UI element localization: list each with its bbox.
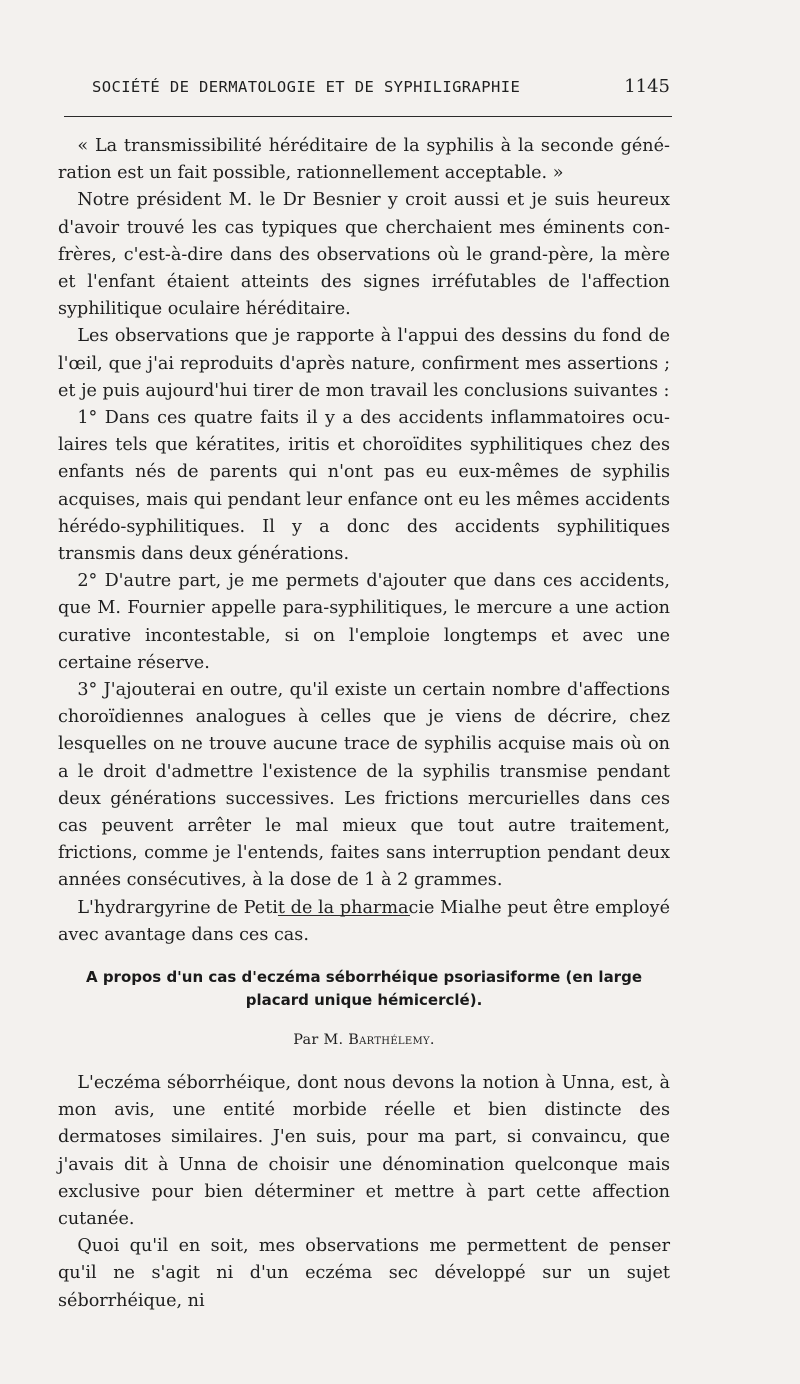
paragraph: Notre président M. le Dr Besnier y croit aussi et je suis heureux d'avoir trouvé les cas typiques que cherchaient mes éminents confrères, c'est-à-dire dans des observations où le grand-père, la mère et l'enfant étaient atteints des signes irréfutables de l'affection syphilitique oculaire héréditaire. xyxy=(58,190,670,320)
paragraph: 1° Dans ces quatre faits il y a des accidents inflammatoires oculaires tels que kératites, iritis et choroïdites syphilitiques chez des enfants nés de parents qui n'ont pas eu eux-mêmes de syphilis acquises, mais qui pendant leur enfance ont eu les mêmes accidents hérédo-syphilitiques. Il y a donc des accidents syphilitiques transmis dans deux générations. xyxy=(58,408,670,565)
new-article xyxy=(58,966,670,1315)
page-number: 1145 xyxy=(624,76,670,97)
paragraph: « La transmissibilité héréditaire de la syphilis à la seconde génération est un fait possible, rationnellement acceptable. » xyxy=(58,136,670,184)
article-title: A propos d'un cas d'eczéma séborrhéique psoriasiforme (en large placard unique hémicerclé). xyxy=(85,968,642,1009)
section-separator-rule xyxy=(278,915,410,916)
paragraph: 2° D'autre part, je me permets d'ajouter que dans ces accidents, que M. Fournier appelle para-syphilitiques, le mercure a une action curative incontestable, si on l'emploie longtemps et avec une certaine réserve. xyxy=(58,571,670,673)
paragraph: Quoi qu'il en soit, mes observations me permettent de penser qu'il ne s'agit ni d'un eczéma sec développé sur un sujet séborrhéique, ni xyxy=(58,1236,670,1311)
paragraph: L'eczéma séborrhéique, dont nous devons la notion à Unna, est, à mon avis, une entité morbide réelle et bien distincte des dermatoses similaires. J'en suis, pour ma part, si convaincu, que j'avais dit à Unna de choisir une dénomination quelconque mais exclusive pour bien déterminer et mettre à part cette affection cutanée. xyxy=(58,1073,670,1230)
byline-prefix: Par M. xyxy=(293,1032,344,1048)
previous-article-text xyxy=(58,133,670,949)
paragraph: L'hydrargyrine de Petit de la pharmacie Mialhe peut être employé avec avantage dans ces cas. xyxy=(58,897,670,945)
book-page xyxy=(58,0,670,1384)
running-head xyxy=(92,76,670,100)
paragraph: 3° J'ajouterai en outre, qu'il existe un certain nombre d'affections choroïdiennes analogues à celles que je viens de décrire, chez lesquelles on ne trouve aucune trace de syphilis acquise mais où on a le droit d'admettre l'existence de la syphilis transmise pendant deux générations successives. Les frictions mercurielles dans ces cas peuvent arrêter le mal mieux que tout autre traitement, frictions, comme je l'entends, faites sans interruption pendant deux années consécutives, à la dose de 1 à 2 grammes. xyxy=(58,680,670,891)
paragraph: Les observations que je rapporte à l'appui des dessins du fond de l'œil, que j'ai reproduits d'après nature, confirment mes assertions ; et je puis aujourd'hui tirer de mon travail les conclusions suivantes : xyxy=(58,326,670,401)
running-head-title: SOCIÉTÉ DE DERMATOLOGIE ET DE SYPHILIGRAPHIE xyxy=(92,78,521,96)
article-byline xyxy=(58,1032,670,1048)
header-rule xyxy=(64,116,672,117)
author-name: Barthélemy. xyxy=(348,1032,435,1048)
